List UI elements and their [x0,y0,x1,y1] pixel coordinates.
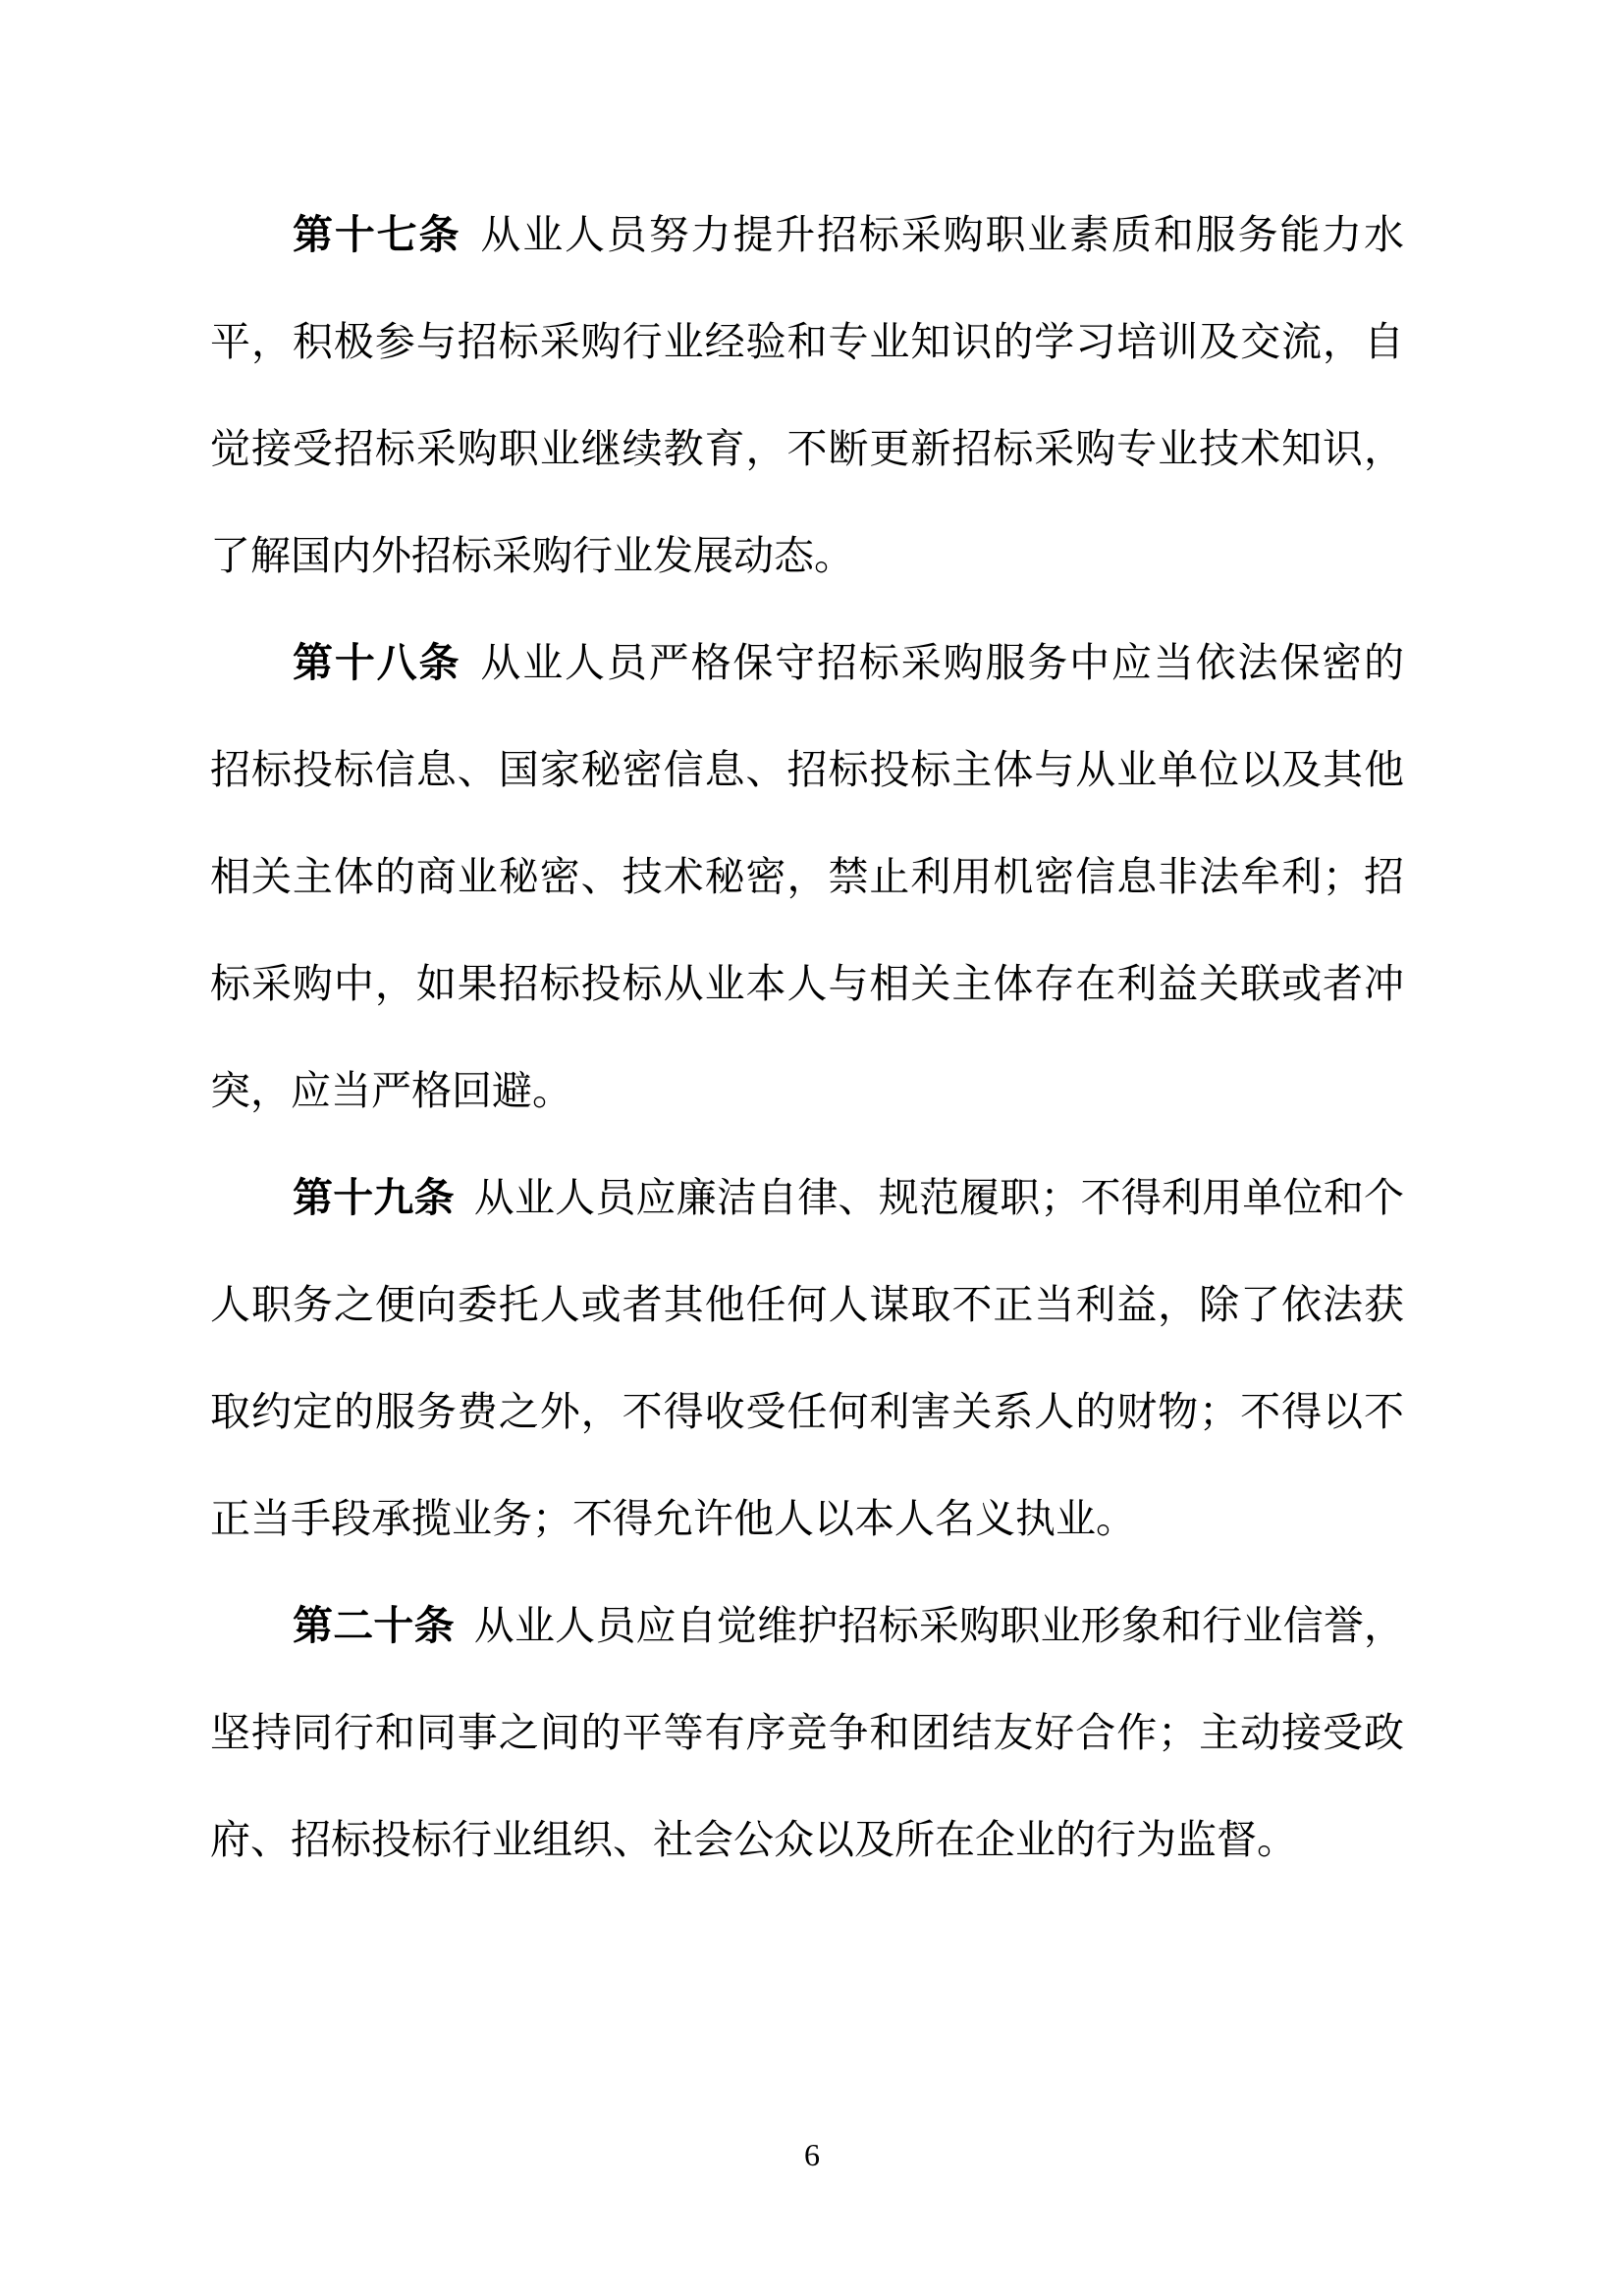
paragraph-line: 正当手段承揽业务；不得允许他人以本人名义执业。 [210,1496,1136,1541]
paragraph-line: 坚持同行和同事之间的平等有序竞争和团结友好合作；主动接受政 [210,1710,1404,1755]
paragraph-line: 标采购中，如果招标投标从业本人与相关主体存在利益关联或者冲 [210,961,1404,1006]
paragraph-line: 招标投标信息、国家秘密信息、招标投标主体与从业单位以及其他 [210,747,1404,792]
paragraph-line [210,182,1404,289]
paragraph-line: 取约定的服务费之外，不得收受任何利害关系人的财物；不得以不 [210,1389,1404,1434]
article-19-paragraph [210,1145,1404,1573]
article-number: 第十八条 [293,640,461,685]
paragraph-line [210,1573,1404,1680]
paragraph-line [210,610,1404,717]
paragraph-line: 府、招标投标行业组织、社会公众以及所在企业的行为监督。 [210,1817,1297,1862]
line-text: 从业人员应廉洁自律、规范履职；不得利用单位和个 [473,1175,1404,1220]
paragraph-line: 觉接受招标采购职业继续教育，不断更新招标采购专业技术知识， [210,426,1404,471]
paragraph-line: 平，积极参与招标采购行业经验和专业知识的学习培训及交流，自 [210,319,1404,364]
line-text: 从业人员严格保守招标采购服务中应当依法保密的 [480,640,1404,685]
paragraph-line: 了解国内外招标采购行业发展动态。 [210,533,854,578]
paragraph-line: 突，应当严格回避。 [210,1068,572,1113]
paragraph-line [210,1145,1404,1252]
line-text: 从业人员应自觉维护招标采购职业形象和行业信誉， [473,1603,1404,1648]
article-17-paragraph [210,182,1404,610]
article-18-paragraph [210,610,1404,1145]
article-number: 第十九条 [293,1175,455,1220]
document-body [210,182,1404,1894]
article-20-paragraph [210,1573,1404,1894]
line-text: 从业人员努力提升招标采购职业素质和服务能力水 [480,212,1404,257]
article-number: 第十七条 [293,212,461,257]
article-number: 第二十条 [293,1603,455,1648]
page-number: 6 [804,2137,820,2172]
paragraph-line: 人职务之便向委托人或者其他任何人谋取不正当利益，除了依法获 [210,1282,1404,1327]
paragraph-line: 相关主体的商业秘密、技术秘密，禁止利用机密信息非法牟利；招 [210,854,1404,899]
